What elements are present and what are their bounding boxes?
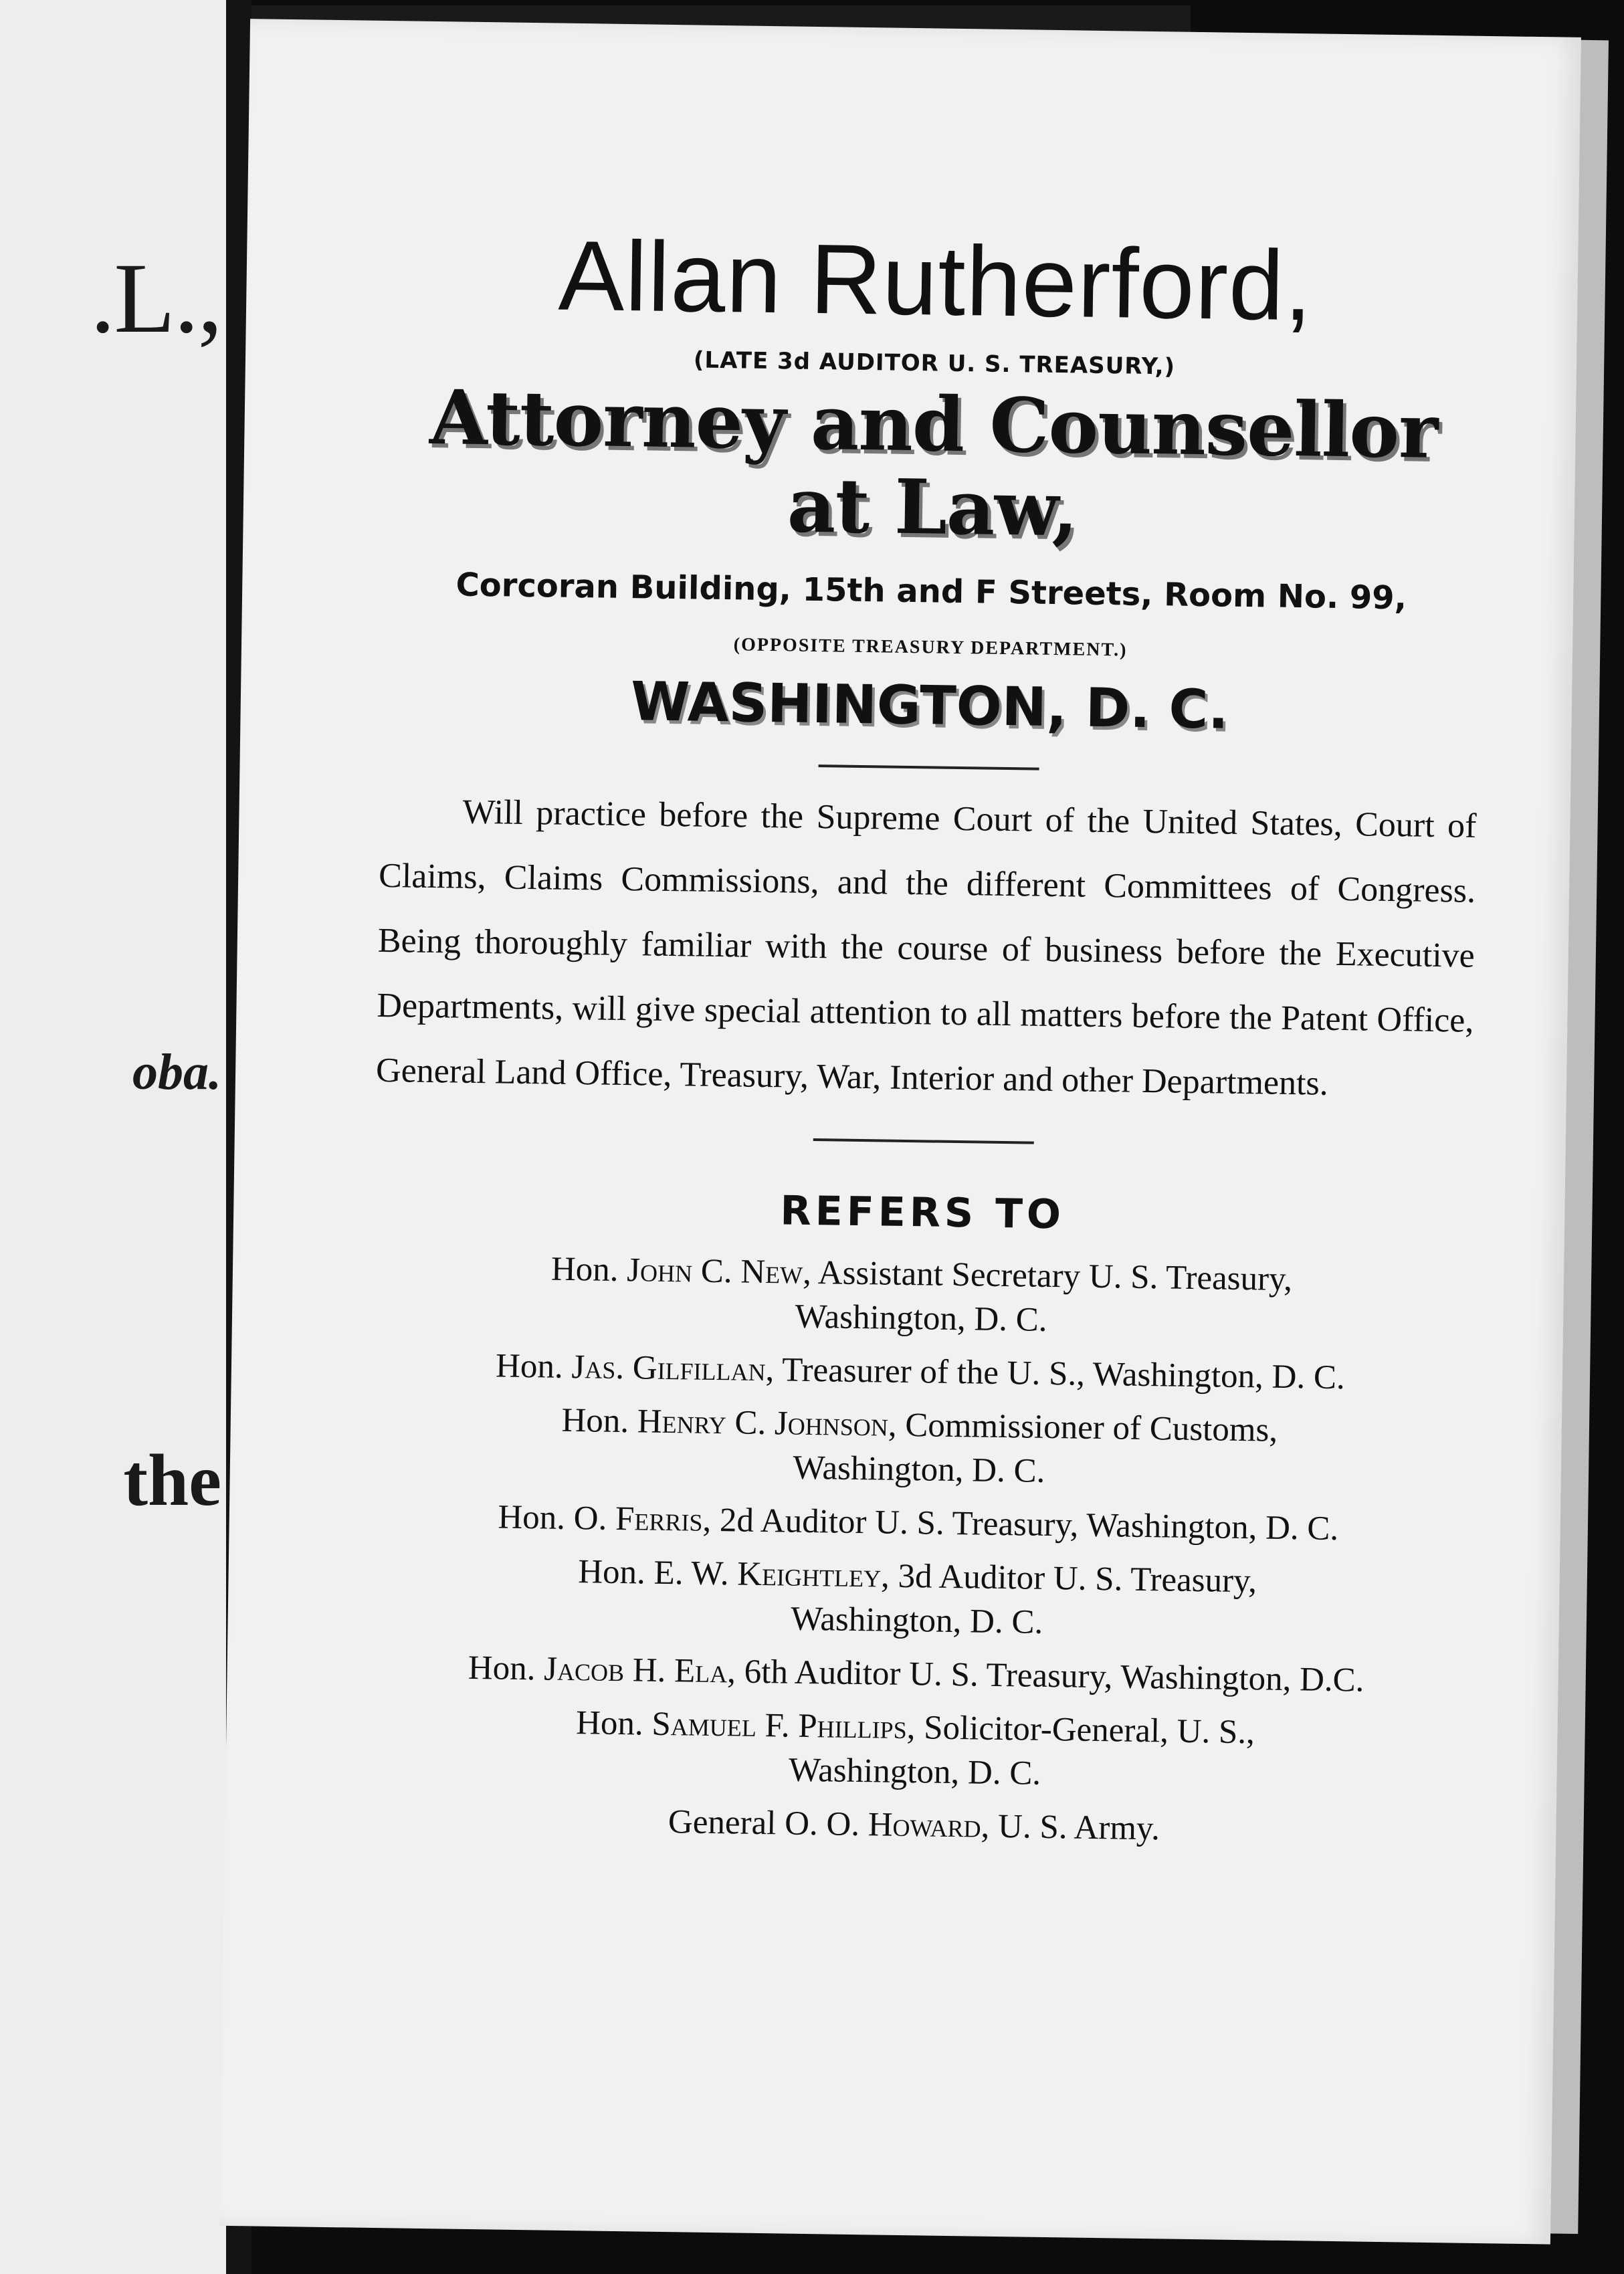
reference-line (365, 1796, 1463, 1855)
divider-rule (819, 764, 1039, 770)
reference-text: Hon. (550, 1250, 627, 1289)
reference-text: , 2d Auditor U. S. Treasury, Washington, D. C. (702, 1501, 1339, 1548)
reference-text: Hon. (495, 1347, 572, 1386)
reference-text: Hon. (561, 1401, 638, 1441)
reference-entry (365, 1796, 1463, 1855)
reference-name: Jas. Gilfillan (571, 1348, 767, 1388)
left-page-fragment-bottom: the (123, 1439, 221, 1521)
advertisement-content (365, 221, 1485, 1855)
address-note: (OPPOSITE TREASURY DEPARTMENT.) (733, 634, 1128, 661)
reference-line (369, 1493, 1467, 1553)
reference-name: Samuel F. Phillips (651, 1705, 908, 1746)
reference-name: Henry C. Johnson (637, 1403, 889, 1444)
reference-line (372, 1342, 1469, 1402)
reference-text: , Assistant Secretary U. S. Treasury, (802, 1253, 1293, 1298)
reference-text: General (668, 1802, 785, 1843)
reference-line-continued: Washington, D. C. (788, 1751, 1041, 1792)
reference-line-continued: Washington, D. C. (793, 1449, 1045, 1490)
city-line: WASHINGTON, D. C. (630, 669, 1229, 741)
reference-text: , Solicitor-General, U. S., (906, 1708, 1255, 1752)
former-title: (LATE 3d AUDITOR U. S. TREASURY,) (693, 346, 1176, 381)
reference-entry (367, 1645, 1465, 1704)
reference-name: Jacob H. Ela (543, 1650, 728, 1691)
reference-line (367, 1645, 1465, 1704)
reference-text: , U. S. Army. (981, 1807, 1160, 1848)
profession-title: Attorney and Counsellor at Law, (429, 374, 1439, 554)
reference-line-continued: Washington, D. C. (795, 1298, 1047, 1339)
reference-text: Hon. (575, 1703, 652, 1743)
references-heading: REFERS TO (780, 1187, 1065, 1239)
office-address: Corcoran Building, 15th and F Streets, Room No. 99, (455, 566, 1407, 617)
advertisement-page (219, 19, 1581, 2244)
references-list (365, 1245, 1470, 1855)
reference-name: O. Ferris (573, 1499, 703, 1539)
divider-rule (813, 1138, 1034, 1144)
reference-name: E. W. Keightley (653, 1554, 882, 1595)
reference-text: , Treasurer of the U. S., Washington, D. C. (765, 1350, 1346, 1397)
reference-text: , 6th Auditor U. S. Treasury, Washington, D.C. (726, 1653, 1364, 1699)
left-page-fragment-middle: oba. (132, 1044, 221, 1100)
reference-entry (371, 1396, 1469, 1500)
reference-line-continued: Washington, D. C. (790, 1600, 1043, 1641)
reference-entry (366, 1698, 1464, 1802)
reference-entry (373, 1245, 1471, 1348)
practice-paragraph: Will practice before the Supreme Court of the United States, Court of Claims, Claims Commissions, and the different Committees of Congress. Being thoroughly familiar with the course of business before the Executive Departments, will give special attention to all matters before the Patent Office, General Land Office, Treasury, War, Interior and other Departments. (375, 793, 1477, 1103)
reference-name: O. O. Howard (784, 1804, 982, 1845)
reference-entry (369, 1493, 1467, 1553)
reference-entry (372, 1342, 1469, 1402)
reference-text: , 3d Auditor U. S. Treasury, (880, 1557, 1257, 1600)
reference-text: Hon. (468, 1649, 544, 1688)
advertiser-name: Allan Rutherford, (557, 220, 1314, 342)
left-page (0, 0, 231, 2274)
reference-text: , Commissioner of Customs, (888, 1406, 1278, 1449)
reference-name: John C. New (626, 1251, 803, 1291)
reference-entry (368, 1547, 1466, 1651)
reference-text: Hon. (498, 1498, 575, 1537)
reference-text: Hon. (577, 1552, 655, 1592)
left-page-fragment-top: .L., (90, 243, 221, 354)
